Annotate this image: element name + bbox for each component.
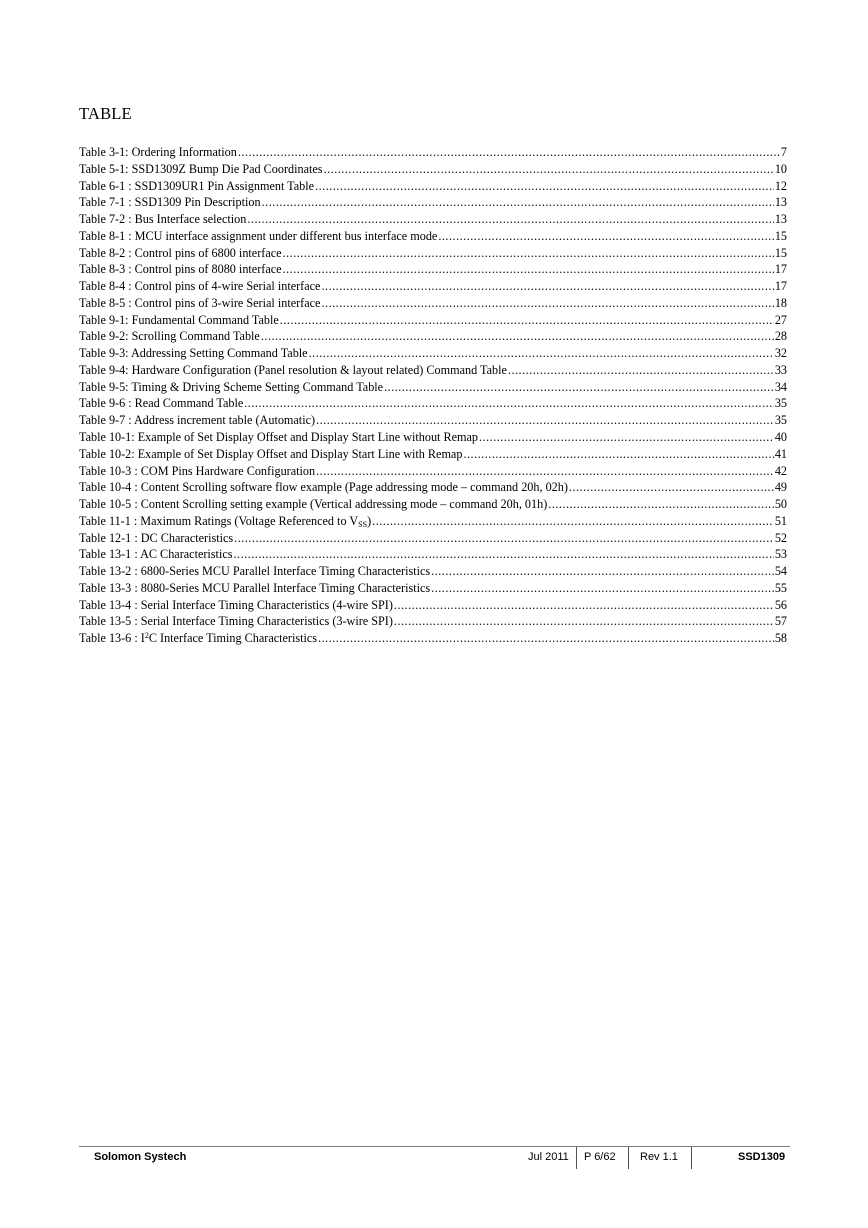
toc-entry-title-text: Table 13-6 : I (79, 631, 145, 646)
toc-entry-title-text: Table 8-3 : Control pins of 8080 interface (79, 262, 282, 277)
toc-entry-title-text: Table 9-7 : Address increment table (Automatic) (79, 413, 316, 428)
toc-entry-page[interactable]: 57 (774, 614, 787, 629)
toc-entry-title-text: Table 9-1: Fundamental Command Table (79, 312, 279, 327)
toc-entry-title-text: Table 13-2 : 6800-Series MCU Parallel Interface Timing Characteristics (79, 564, 431, 579)
toc-entry-title-text: Table 13-1 : AC Characteristics (79, 547, 233, 562)
footer-revision: Rev 1.1 (640, 1151, 678, 1163)
toc-entry-title[interactable] (79, 346, 308, 361)
page-footer (79, 1147, 790, 1169)
toc-entry-title[interactable] (79, 262, 282, 277)
toc-leader-dots (233, 547, 773, 562)
toc-entry-title[interactable] (79, 413, 315, 428)
toc-entry-page[interactable]: 27 (774, 312, 787, 327)
toc-leader-dots (324, 162, 774, 177)
toc-entry-page[interactable]: 58 (774, 631, 787, 646)
toc-entry[interactable] (79, 497, 787, 514)
toc-leader-dots (463, 447, 773, 462)
toc-entry-title[interactable] (79, 514, 371, 529)
toc-entry[interactable] (79, 313, 787, 330)
toc-entry-title-text: Table 10-5 : Content Scrolling setting example (Vertical addressing mode – command 20h, 01h) (79, 497, 548, 512)
toc-entry[interactable] (79, 363, 787, 380)
toc-entry[interactable] (79, 262, 787, 279)
toc-entry-page[interactable]: 33 (774, 362, 787, 377)
toc-entry-page[interactable]: 41 (774, 446, 787, 461)
toc-entry-title[interactable] (79, 480, 568, 495)
toc-entry[interactable] (79, 430, 787, 447)
toc-entry[interactable] (79, 195, 787, 212)
toc-entry-title[interactable] (79, 598, 393, 613)
toc-entry-title-text: Table 10-1: Example of Set Display Offset and Display Start Line without Remap (79, 430, 478, 445)
toc-entry[interactable] (79, 514, 787, 531)
toc-entry-title-suffix: C Interface Timing Characteristics (148, 631, 318, 646)
toc-leader-dots (262, 195, 774, 210)
toc-leader-dots (548, 497, 774, 512)
toc-entry-subscript: SS (358, 519, 368, 529)
toc-entry-title[interactable] (79, 212, 246, 227)
toc-entry-title-text: Table 11-1 : Maximum Ratings (Voltage Referenced to V (79, 513, 359, 528)
toc-entry-title[interactable] (79, 145, 237, 160)
toc-entry-page[interactable]: 17 (774, 262, 787, 277)
toc-leader-dots (394, 598, 774, 613)
toc-entry-page[interactable]: 35 (774, 396, 787, 411)
toc-entry-title-text: Table 5-1: SSD1309Z Bump Die Pad Coordinates (79, 161, 323, 176)
toc-entry-page[interactable]: 51 (774, 513, 787, 528)
toc-entry-page[interactable]: 10 (774, 161, 787, 176)
toc-entry[interactable] (79, 480, 787, 497)
toc-entry-title-text: Table 10-3 : COM Pins Hardware Configuration (79, 463, 316, 478)
toc-entry-page[interactable]: 15 (774, 228, 787, 243)
toc-entry-title-text: Table 8-4 : Control pins of 4-wire Serial interface (79, 279, 321, 294)
toc-entry-title[interactable] (79, 329, 260, 344)
toc-entry-title-text: Table 9-3: Addressing Setting Command Table (79, 346, 308, 361)
toc-leader-dots (261, 329, 774, 344)
toc-entry[interactable] (79, 212, 787, 229)
toc-entry-page[interactable]: 7 (780, 145, 787, 159)
toc-entry-page[interactable]: 12 (774, 178, 787, 193)
toc-entry-superscript: 2 (144, 631, 149, 641)
toc-leader-dots (280, 313, 774, 328)
toc-leader-dots (238, 145, 780, 160)
toc-entry-title[interactable] (79, 396, 243, 411)
toc-entry-title[interactable] (79, 631, 317, 646)
footer-date: Jul 2011 (528, 1151, 569, 1163)
toc-entry-title-text: Table 10-4 : Content Scrolling software flow example (Page addressing mode – command 20h, 02h) (79, 480, 568, 495)
toc-leader-dots (479, 430, 774, 445)
toc-entry-page[interactable]: 13 (774, 195, 787, 210)
toc-entry-title-text: Table 6-1 : SSD1309UR1 Pin Assignment Table (79, 178, 315, 193)
footer-divider (576, 1147, 577, 1169)
toc-entry-page[interactable]: 42 (774, 463, 787, 478)
toc-entry-title[interactable] (79, 547, 232, 562)
toc-entry-title[interactable] (79, 497, 547, 512)
toc-entry-title[interactable] (79, 380, 383, 395)
toc-entry[interactable] (79, 162, 787, 179)
toc-entry-title-text: Table 13-4 : Serial Interface Timing Characteristics (4-wire SPI) (79, 597, 393, 612)
toc-entry-title-text: Table 3-1: Ordering Information (79, 145, 237, 159)
toc-entry[interactable] (79, 631, 787, 648)
toc-entry[interactable] (79, 396, 787, 413)
table-of-tables (79, 145, 787, 648)
toc-entry-title[interactable] (79, 296, 320, 311)
toc-leader-dots (316, 464, 774, 479)
toc-entry-title[interactable] (79, 464, 315, 479)
toc-leader-dots (315, 179, 774, 194)
toc-entry-title[interactable] (79, 363, 507, 378)
toc-leader-dots (309, 346, 774, 361)
toc-leader-dots (234, 531, 774, 546)
toc-entry-title-text: Table 9-4: Hardware Configuration (Panel resolution & layout related) Command Table (79, 362, 507, 377)
toc-entry-title-text: Table 13-3 : 8080-Series MCU Parallel Interface Timing Characteristics (79, 580, 431, 595)
toc-entry-page[interactable]: 54 (774, 564, 787, 579)
toc-leader-dots (394, 614, 774, 629)
toc-entry-title-text: Table 9-5: Timing & Driving Scheme Setting Command Table (79, 379, 384, 394)
toc-entry-title[interactable] (79, 279, 320, 294)
toc-entry-title[interactable] (79, 162, 323, 177)
toc-entry-title[interactable] (79, 229, 437, 244)
toc-entry-title[interactable] (79, 430, 478, 445)
toc-leader-dots (318, 631, 774, 646)
toc-entry-page[interactable]: 40 (774, 430, 787, 445)
toc-entry-title-suffix: ) (367, 513, 372, 528)
footer-divider (691, 1147, 692, 1169)
toc-entry[interactable] (79, 564, 787, 581)
toc-leader-dots (384, 380, 774, 395)
toc-entry-page[interactable]: 55 (774, 580, 787, 595)
toc-entry-title-text: Table 8-2 : Control pins of 6800 interface (79, 245, 282, 260)
toc-entry-title-text: Table 12-1 : DC Characteristics (79, 530, 234, 545)
toc-entry[interactable] (79, 346, 787, 363)
section-heading: TABLE (79, 104, 132, 123)
toc-entry-title[interactable] (79, 313, 279, 328)
toc-entry-title-text: Table 13-5 : Serial Interface Timing Characteristics (3-wire SPI) (79, 614, 393, 629)
toc-entry-page[interactable]: 49 (774, 480, 787, 495)
toc-entry-page[interactable]: 15 (774, 245, 787, 260)
toc-entry-title[interactable] (79, 614, 393, 629)
toc-entry-title-text: Table 9-6 : Read Command Table (79, 396, 244, 411)
footer-page-number: P 6/62 (584, 1151, 616, 1163)
toc-leader-dots (321, 279, 773, 294)
toc-entry[interactable] (79, 329, 787, 346)
toc-leader-dots (283, 246, 774, 261)
toc-entry-title-text: Table 10-2: Example of Set Display Offset and Display Start Line with Remap (79, 446, 463, 461)
toc-entry[interactable] (79, 531, 787, 548)
toc-entry-title[interactable] (79, 447, 462, 462)
toc-entry-page[interactable]: 56 (774, 597, 787, 612)
footer-part-number: SSD1309 (738, 1151, 786, 1163)
toc-entry-title-text: Table 7-1 : SSD1309 Pin Description (79, 195, 261, 210)
toc-entry-page[interactable]: 53 (774, 547, 787, 562)
toc-leader-dots (431, 581, 774, 596)
toc-leader-dots (372, 514, 774, 529)
toc-leader-dots (569, 480, 774, 495)
toc-entry-page[interactable]: 50 (774, 497, 787, 512)
toc-entry-page[interactable]: 35 (774, 413, 787, 428)
toc-entry-page[interactable]: 28 (774, 329, 787, 344)
footer-divider (628, 1147, 629, 1169)
toc-leader-dots (508, 363, 774, 378)
toc-entry-page[interactable]: 32 (774, 346, 787, 361)
toc-entry-title[interactable] (79, 246, 282, 261)
toc-leader-dots (321, 296, 773, 311)
toc-entry[interactable] (79, 296, 787, 313)
toc-leader-dots (438, 229, 773, 244)
toc-entry-page[interactable]: 17 (774, 279, 787, 294)
toc-entry-page[interactable]: 34 (774, 379, 787, 394)
toc-entry[interactable] (79, 413, 787, 430)
toc-entry-title[interactable] (79, 564, 430, 579)
toc-entry[interactable] (79, 464, 787, 481)
footer-company: Solomon Systech (94, 1151, 187, 1163)
toc-entry-title[interactable] (79, 581, 430, 596)
toc-leader-dots (431, 564, 774, 579)
toc-entry-title-text: Table 9-2: Scrolling Command Table (79, 329, 260, 344)
toc-entry[interactable] (79, 246, 787, 263)
toc-entry-title-text: Table 7-2 : Bus Interface selection (79, 212, 247, 227)
toc-entry-page[interactable]: 13 (774, 212, 787, 227)
toc-entry[interactable] (79, 598, 787, 615)
toc-entry-title[interactable] (79, 531, 233, 546)
toc-leader-dots (247, 212, 773, 227)
toc-entry[interactable] (79, 380, 787, 397)
toc-entry[interactable] (79, 447, 787, 464)
toc-entry-title-text: Table 8-5 : Control pins of 3-wire Serial interface (79, 295, 321, 310)
toc-entry-page[interactable]: 18 (774, 295, 787, 310)
toc-entry[interactable] (79, 581, 787, 598)
toc-entry-title[interactable] (79, 195, 261, 210)
toc-entry-title-text: Table 8-1 : MCU interface assignment under different bus interface mode (79, 228, 438, 243)
toc-entry-title[interactable] (79, 179, 314, 194)
toc-entry[interactable] (79, 145, 787, 162)
toc-entry[interactable] (79, 547, 787, 564)
toc-entry[interactable] (79, 279, 787, 296)
toc-leader-dots (316, 413, 774, 428)
toc-entry[interactable] (79, 229, 787, 246)
toc-leader-dots (283, 262, 774, 277)
toc-entry[interactable] (79, 614, 787, 631)
toc-leader-dots (244, 396, 774, 411)
toc-entry[interactable] (79, 179, 787, 196)
toc-entry-page[interactable]: 52 (774, 530, 787, 545)
